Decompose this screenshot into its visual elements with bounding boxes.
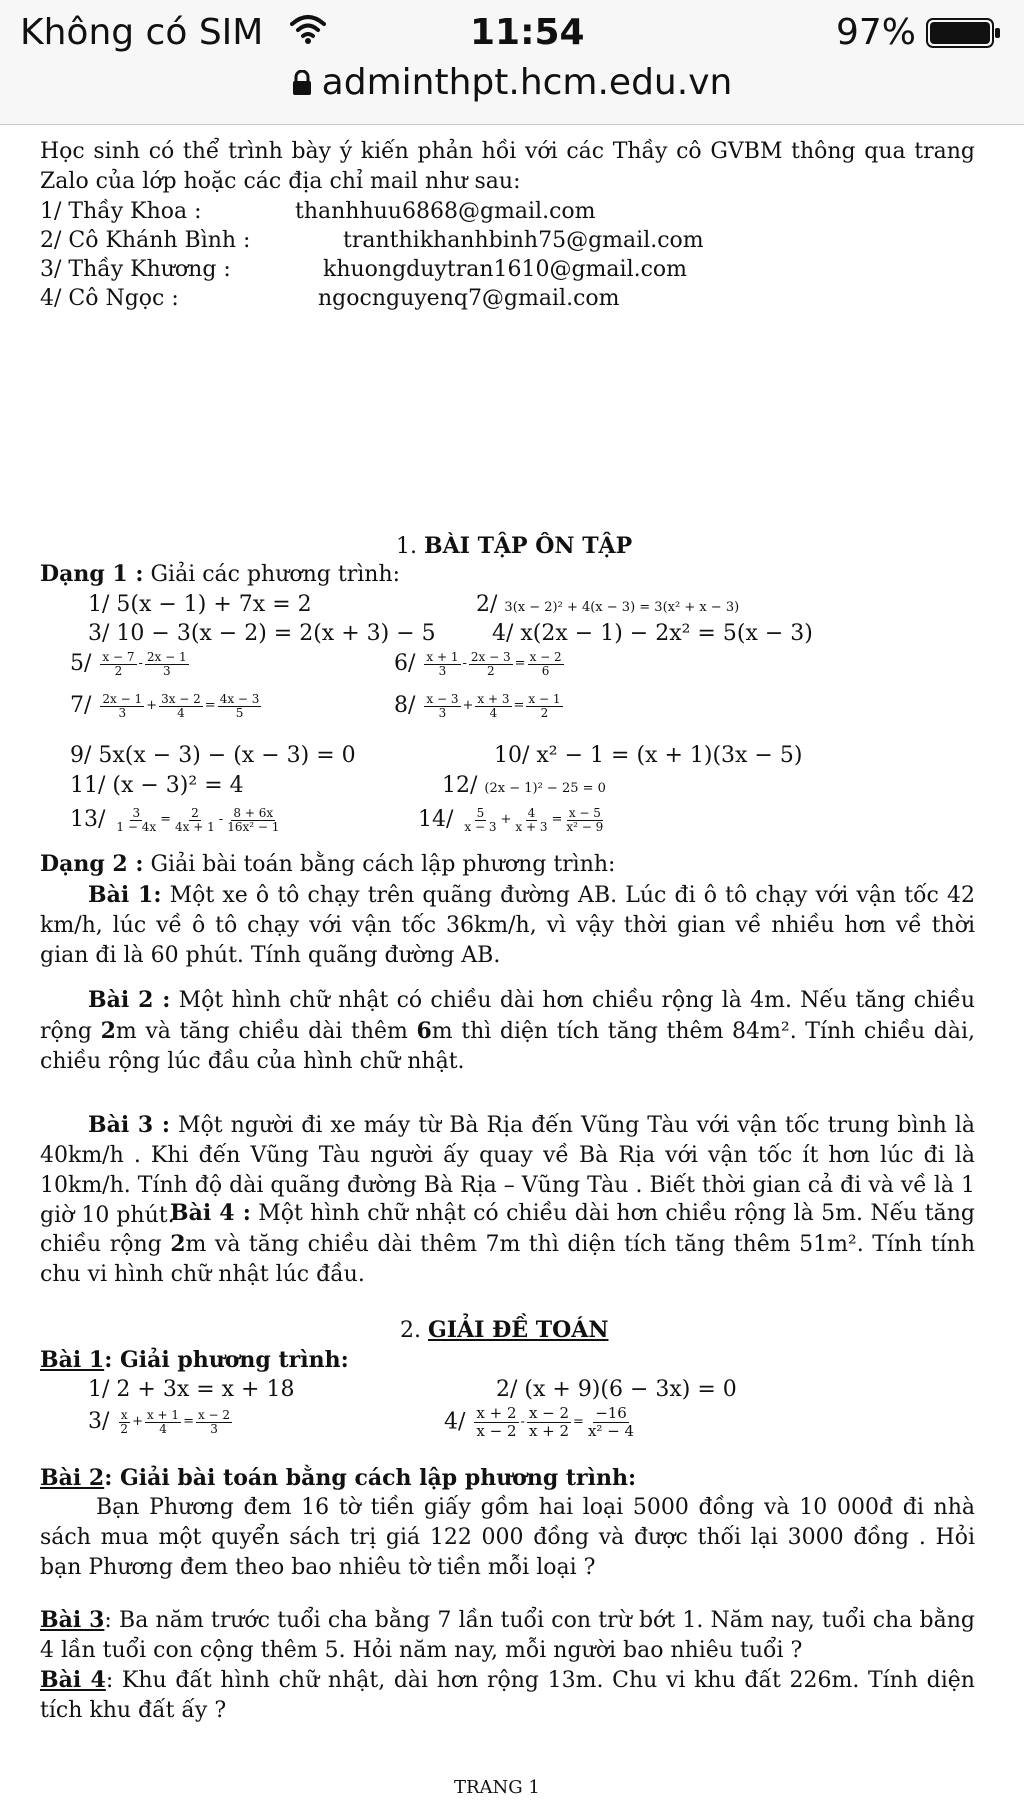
- operator: -: [218, 812, 224, 827]
- equation-label: 5/: [70, 651, 92, 676]
- s2-bai-4: [40, 1665, 975, 1726]
- equation-label: 2/: [476, 592, 498, 617]
- frac-denominator: 2: [120, 1421, 129, 1436]
- equation-9: 9/ 5x(x − 3) − (x − 3) = 0: [70, 743, 356, 768]
- dang-1: [40, 559, 400, 590]
- frac-denominator: x² − 9: [566, 819, 604, 834]
- exercise-bai-2: [40, 985, 975, 1077]
- frac-denominator: x − 2: [476, 1422, 517, 1440]
- intro-text: Học sinh có thể trình bày ý kiến phản hồi với các Thầy cô GVBM thông qua trang Zalo của lớp hoặc các địa chỉ mail như sau:: [40, 139, 975, 194]
- frac-denominator: 1 − 4x: [116, 819, 157, 834]
- exercise-bai-1: [40, 880, 975, 971]
- equation-label: 6/: [394, 651, 416, 676]
- frac-numerator: 5: [476, 805, 485, 820]
- dang-text: Giải các phương trình:: [150, 562, 401, 587]
- operator: =: [573, 1414, 584, 1430]
- equation-3: 3/ 10 − 3(x − 2) = 2(x + 3) − 5: [88, 621, 436, 646]
- frac-denominator: 2: [540, 705, 549, 720]
- contact-name: 4/ Cô Ngọc :: [40, 286, 179, 311]
- frac-denominator: 4: [489, 705, 498, 720]
- s2-bai-1-heading: [40, 1345, 349, 1375]
- equation-label: 14/: [418, 807, 454, 832]
- operator: -: [462, 656, 467, 671]
- s2-bai-2-heading: [40, 1463, 636, 1493]
- exercise-text: Một người đi xe máy từ Bà Rịa đến Vũng Tàu với vận tốc trung bình là 40km/h . Khi đến Vũng Tàu người ấy quay về Bà Rịa với vận tốc ít hơn lúc đi là 10km/h. Tính độ dài quãng đường Bà Rịa – Vũng Tàu . Biết thời gian cả đi và về là 1 giờ 10 phút.: [40, 1113, 975, 1228]
- equation-14: [418, 805, 607, 835]
- equation-label: 12/: [442, 773, 478, 798]
- equation-10: 10/ x² − 1 = (x + 1)(3x − 5): [494, 743, 803, 768]
- exercise-text: : Ba năm trước tuổi cha bằng 7 lần tuổi con trừ bớt 1. Năm nay, tuổi cha bằng 4 lần tuổi con cộng thêm 5. Hỏi năm nay, mỗi người bao nhiêu tuổi ?: [40, 1608, 975, 1663]
- wifi-icon: [290, 14, 326, 48]
- exercise-label: Bài 4: [40, 1667, 106, 1693]
- frac-numerator: x − 2: [197, 1407, 231, 1422]
- frac-numerator: x − 2: [528, 1404, 570, 1422]
- contact-name: 1/ Thầy Khoa :: [40, 199, 202, 224]
- operator: =: [183, 1414, 194, 1429]
- exercise-text: m và tăng chiều dài thêm: [115, 1019, 417, 1044]
- frac-numerator: x + 1: [426, 649, 459, 664]
- s2-equation-3: [88, 1407, 234, 1437]
- frac-numerator: 4x − 3: [219, 691, 260, 706]
- operator: -: [138, 656, 143, 671]
- equation-label: 4/: [444, 1409, 466, 1435]
- frac-numerator: −16: [595, 1404, 627, 1422]
- equation-label: 7/: [70, 693, 92, 718]
- section-1-heading: [396, 531, 632, 562]
- exercise-label: Bài 1: [40, 1347, 105, 1373]
- browser-status-bar: [0, 0, 1024, 125]
- operator: =: [513, 698, 525, 713]
- s2-equation-2: 2/ (x + 9)(6 − 3x) = 0: [496, 1377, 737, 1402]
- frac-denominator: x + 3: [515, 819, 548, 834]
- frac-denominator: 2: [486, 663, 495, 678]
- frac-numerator: 2x − 1: [146, 649, 187, 664]
- frac-denominator: 4x + 1: [175, 819, 215, 834]
- url-bar[interactable]: [0, 62, 1024, 105]
- contact-email[interactable]: ngocnguyenq7@gmail.com: [318, 286, 620, 311]
- equation-7: [70, 691, 263, 721]
- s2-bai-3: [40, 1605, 975, 1666]
- equation-5: [70, 649, 191, 679]
- section-2-heading: [400, 1315, 608, 1346]
- frac-denominator: 4: [159, 1421, 167, 1436]
- frac-denominator: 3: [162, 663, 171, 678]
- frac-numerator: 2: [191, 805, 199, 820]
- exercise-text: m thì diện tích tăng thêm 84m². Tính chiều dài, chiều rộng lúc đầu của hình chữ nhật.: [40, 1019, 975, 1074]
- frac-denominator: 5: [235, 705, 244, 720]
- section-title: BÀI TẬP ÔN TẬP: [424, 533, 633, 559]
- equation-label: 13/: [70, 807, 106, 832]
- document-page: [0, 125, 1024, 1817]
- frac-denominator: x + 2: [528, 1422, 570, 1440]
- frac-denominator: 4: [177, 705, 185, 720]
- frac-numerator: x: [120, 1407, 128, 1422]
- dang-2: [40, 849, 615, 880]
- operator: +: [146, 698, 158, 713]
- operator: +: [500, 812, 512, 827]
- battery-percent: 97%: [836, 12, 917, 53]
- exercise-bold: 2: [170, 1231, 186, 1257]
- section-number: 1.: [396, 534, 417, 559]
- frac-numerator: x − 2: [529, 649, 562, 664]
- operator: =: [514, 656, 526, 671]
- battery-icon: [926, 18, 1002, 52]
- exercise-text: Một hình chữ nhật có chiều dài hơn chiều rộng là 4m. Nếu tăng chiều rộng: [40, 988, 975, 1044]
- frac-numerator: x − 7: [102, 649, 135, 664]
- frac-denominator: 3: [438, 663, 447, 678]
- exercise-text: : Khu đất hình chữ nhật, dài hơn rộng 13m. Chu vi khu đất 226m. Tính diện tích khu đất ấy ?: [40, 1668, 975, 1723]
- equation-label: 8/: [394, 693, 416, 718]
- frac-denominator: 2: [114, 663, 123, 678]
- exercise-label: Bài 3 :: [88, 1112, 170, 1138]
- operator: +: [462, 698, 474, 713]
- frac-numerator: x + 3: [477, 691, 510, 706]
- frac-numerator: x − 5: [568, 805, 601, 820]
- exercise-bai-4: [40, 1198, 975, 1290]
- exercise-label: Bài 2: [40, 1465, 105, 1491]
- contact-email[interactable]: tranthikhanhbinh75@gmail.com: [343, 228, 704, 253]
- url-text: adminthpt.hcm.edu.vn: [321, 62, 733, 103]
- exercise-text: : Giải phương trình:: [104, 1347, 349, 1373]
- lock-icon: [292, 64, 312, 105]
- frac-denominator: 16x² − 1: [227, 819, 280, 834]
- contact-name: 2/ Cô Khánh Bình :: [40, 228, 251, 253]
- frac-denominator: 3: [438, 705, 447, 720]
- equation-expr: (2x − 1)² − 25 = 0: [484, 781, 606, 796]
- s2-equation-1: 1/ 2 + 3x = x + 18: [88, 1377, 295, 1402]
- frac-denominator: 3: [210, 1421, 218, 1436]
- equation-1: 1/ 5(x − 1) + 7x = 2: [88, 592, 312, 617]
- equation-13: [70, 805, 283, 835]
- contact-email[interactable]: khuongduytran1610@gmail.com: [323, 257, 688, 282]
- frac-denominator: 3: [118, 705, 127, 720]
- frac-numerator: 8 + 6x: [233, 805, 274, 820]
- exercise-text: Một xe ô tô chạy trên quãng đường AB. Lúc đi ô tô chạy với vận tốc 42 km/h, lúc về ô tô chạy với vận tốc 36km/h, vì vậy thời gian về nhiều hơn về thời gian đi là 60 phút. Tính quãng đường AB.: [40, 883, 976, 968]
- operator: +: [132, 1414, 143, 1429]
- frac-numerator: 3x − 2: [161, 691, 201, 706]
- operator: =: [160, 812, 172, 827]
- operator: =: [204, 698, 216, 713]
- equation-8: [394, 691, 565, 721]
- equation-label: 3/: [88, 1409, 110, 1434]
- exercise-label: Bài 3: [40, 1607, 105, 1633]
- exercise-label: Bài 2 :: [88, 987, 171, 1013]
- frac-numerator: x − 3: [426, 691, 459, 706]
- page-footer: TRANG 1: [454, 1777, 540, 1798]
- frac-numerator: 2x − 1: [102, 691, 143, 706]
- frac-numerator: 2x − 3: [470, 649, 511, 664]
- frac-denominator: 6: [541, 663, 550, 678]
- exercise-text: : Giải bài toán bằng cách lập phương trình:: [104, 1465, 637, 1491]
- equation-expr: 3(x − 2)² + 4(x − 3) = 3(x² + x − 3): [504, 600, 740, 615]
- dang-text: Giải bài toán bằng cách lập phương trình:: [150, 852, 616, 877]
- operator: -: [520, 1414, 525, 1430]
- equation-12: [442, 771, 606, 804]
- frac-numerator: 3: [132, 805, 141, 820]
- exercise-label: Bài 1:: [88, 882, 162, 908]
- frac-denominator: x² − 4: [587, 1422, 635, 1440]
- frac-numerator: x − 1: [528, 691, 561, 706]
- dang-label: Dạng 2 :: [40, 851, 144, 877]
- exercise-label: Bài 4 :: [170, 1200, 251, 1226]
- s2-bai-2-body: Bạn Phương đem 16 tờ tiền giấy gồm hai loại 5000 đồng và 10 000đ đi nhà sách mua một quyển sách trị giá 122 000 đồng và được thối lại 3000 đồng . Hỏi bạn Phương đem theo bao nhiêu tờ tiền mỗi loại ?: [40, 1495, 975, 1580]
- clock: 11:54: [470, 12, 585, 53]
- exercise-bold: 2: [100, 1018, 116, 1044]
- frac-numerator: x + 1: [146, 1407, 180, 1422]
- contact-email[interactable]: thanhhuu6868@gmail.com: [295, 199, 596, 224]
- frac-numerator: 4: [527, 805, 536, 820]
- equation-4: 4/ x(2x − 1) − 2x² = 5(x − 3): [492, 621, 813, 646]
- carrier-label: Không có SIM: [20, 12, 264, 53]
- equation-11: 11/ (x − 3)² = 4: [70, 773, 244, 798]
- section-number: 2.: [400, 1318, 421, 1343]
- frac-numerator: x + 2: [476, 1404, 517, 1422]
- contact-name: 3/ Thầy Khương :: [40, 257, 231, 282]
- exercise-text: Một hình chữ nhật có chiều dài hơn chiều rộng là 5m. Nếu tăng chiều rộng: [40, 1201, 975, 1257]
- operator: =: [551, 812, 563, 827]
- frac-denominator: x − 3: [464, 819, 497, 834]
- section-title: GIẢI ĐỀ TOÁN: [428, 1317, 609, 1343]
- exercise-bold: 6: [416, 1018, 432, 1044]
- s2-equation-4: [444, 1405, 638, 1440]
- dang-label: Dạng 1 :: [40, 561, 144, 587]
- exercise-text: m và tăng chiều dài thêm 7m thì diện tích tăng thêm 51m². Tính tính chu vi hình chữ nhật lúc đầu.: [40, 1232, 975, 1287]
- equation-6: [394, 649, 566, 679]
